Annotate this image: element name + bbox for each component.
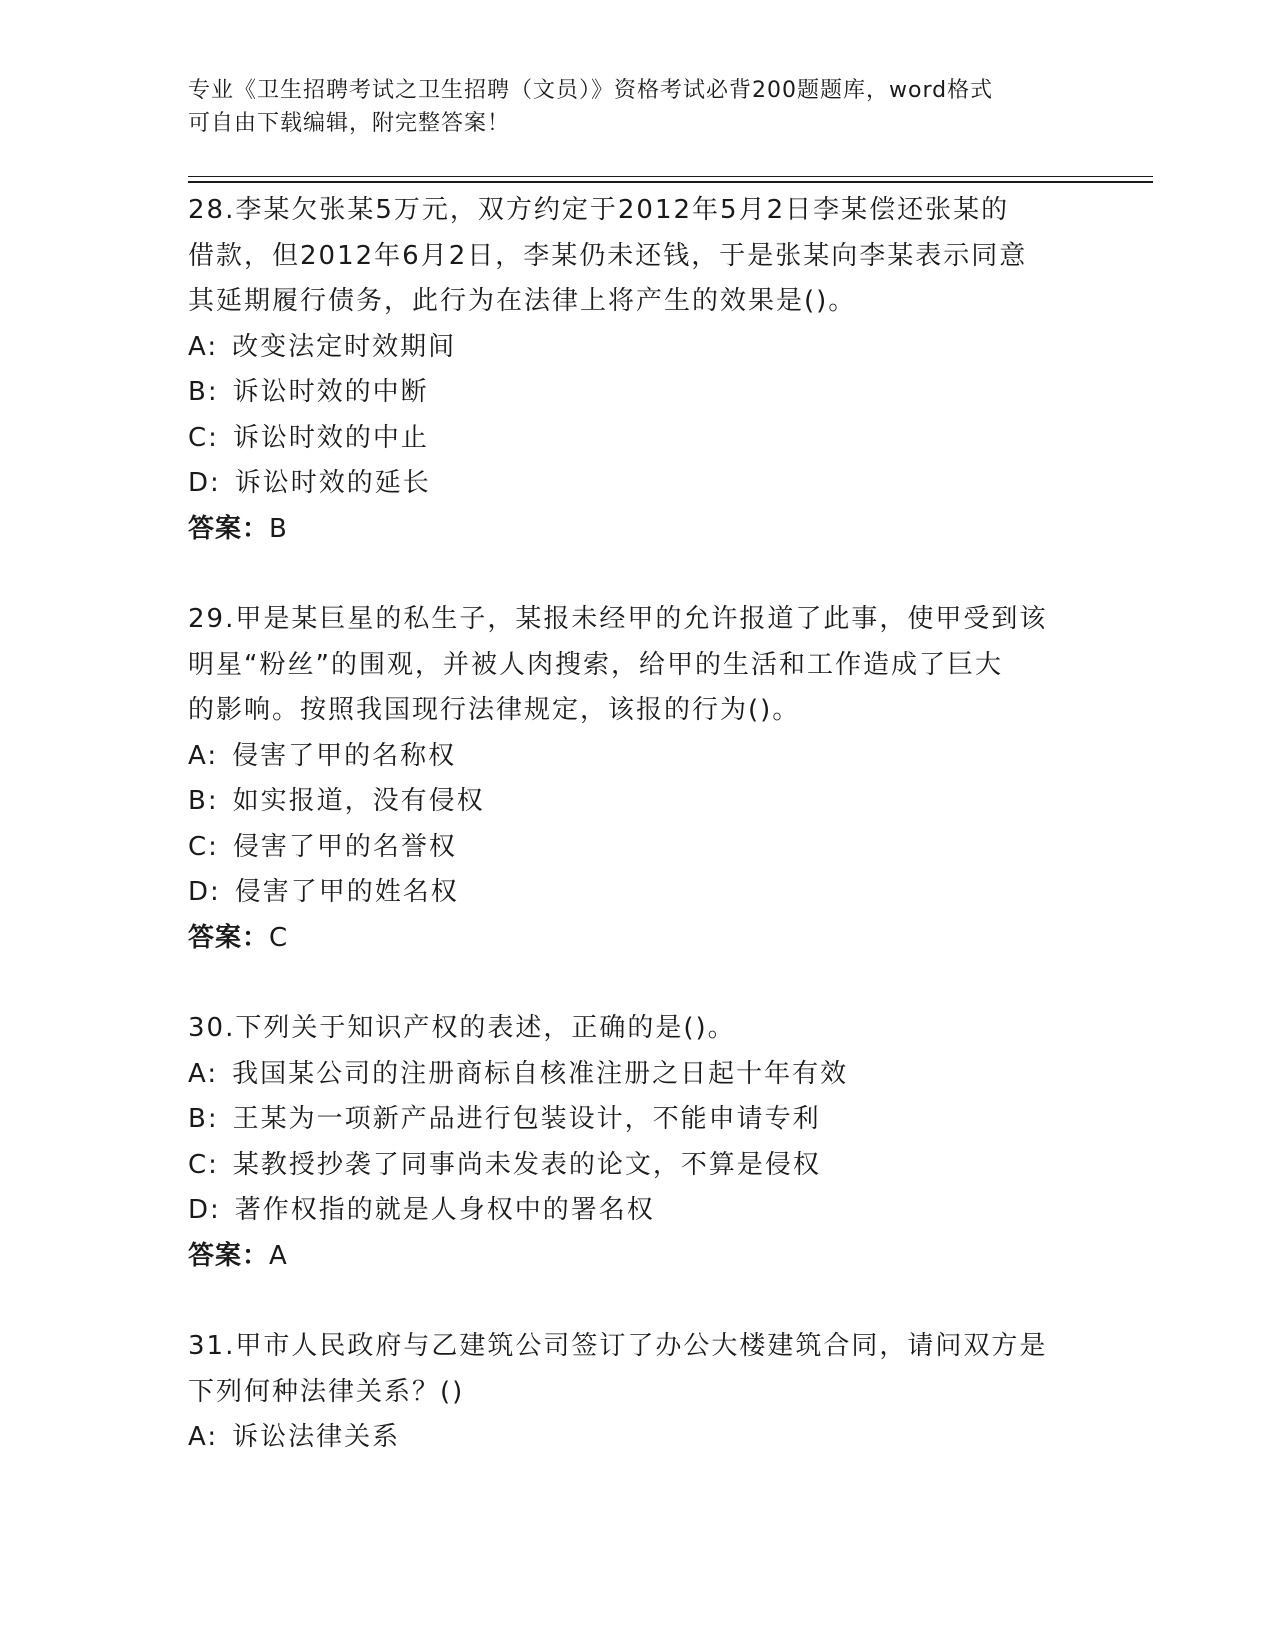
answer-label: 答案：: [188, 1240, 270, 1271]
option-text: 侵害了甲的名称权: [232, 740, 457, 771]
question-stem-line: 明星“粉丝”的围观，并被人肉搜索，给甲的生活和工作造成了巨大: [188, 649, 1003, 680]
answer-line: [188, 916, 1088, 962]
header-line-2: 可自由下载编辑，附完整答案！: [188, 111, 511, 136]
answer-line: [188, 507, 1088, 553]
option-text: 诉讼时效的中止: [232, 422, 429, 453]
option-d: [188, 461, 1088, 507]
option-key: C:: [188, 1149, 219, 1180]
option-key: D:: [188, 468, 221, 498]
answer-value: A: [269, 1240, 288, 1271]
option-text: 诉讼时效的中断: [232, 377, 429, 407]
option-a: [188, 1052, 1088, 1098]
answer-value: B: [269, 513, 288, 544]
option-text: 王某为一项新产品进行包装设计，不能申请专利: [232, 1104, 821, 1134]
question-stem-line: 31.甲市人民政府与乙建筑公司签订了办公大楼建筑合同，请问双方是: [188, 1331, 1048, 1361]
option-key: D:: [188, 877, 221, 907]
option-a: [188, 734, 1088, 780]
option-text: 诉讼时效的延长: [234, 468, 431, 498]
answer-value: C: [269, 922, 289, 953]
question-list: [188, 188, 1088, 1461]
question-28: [188, 188, 1088, 552]
option-text: 侵害了甲的姓名权: [234, 877, 459, 907]
option-d: [188, 870, 1088, 916]
option-key: A:: [188, 1422, 219, 1452]
option-d: [188, 1188, 1088, 1234]
option-b: [188, 370, 1088, 416]
option-a: [188, 1415, 1088, 1461]
option-text: 著作权指的就是人身权中的署名权: [234, 1195, 655, 1225]
option-key: C:: [188, 422, 219, 453]
option-text: 诉讼法律关系: [232, 1422, 401, 1452]
option-b: [188, 1097, 1088, 1143]
document-header: [188, 74, 1088, 140]
question-31: [188, 1324, 1088, 1461]
answer-label: 答案：: [188, 922, 270, 953]
question-stem-line: 其延期履行债务，此行为在法律上将产生的效果是()。: [188, 286, 857, 316]
question-stem-line: 下列何种法律关系？(): [188, 1376, 465, 1407]
answer-line: [188, 1234, 1088, 1280]
option-key: B:: [188, 1104, 219, 1134]
question-stem-line: 借款，但2012年6月2日，李某仍未还钱，于是张某向李某表示同意: [188, 240, 1028, 271]
question-stem-line: 28.李某欠张某5万元，双方约定于2012年5月2日李某偿还张某的: [188, 195, 1010, 225]
option-key: D:: [188, 1195, 221, 1225]
option-c: [188, 416, 1088, 462]
header-rule-thick: [188, 181, 1153, 183]
option-b: [188, 779, 1088, 825]
option-text: 某教授抄袭了同事尚未发表的论文，不算是侵权: [232, 1149, 821, 1180]
option-key: A:: [188, 740, 219, 771]
option-c: [188, 1143, 1088, 1189]
option-text: 如实报道，没有侵权: [232, 786, 485, 816]
question-29: [188, 597, 1088, 961]
option-text: 侵害了甲的名誉权: [232, 831, 457, 862]
option-key: A:: [188, 331, 219, 362]
question-stem-line: 29.甲是某巨星的私生子，某报未经甲的允许报道了此事，使甲受到该: [188, 604, 1048, 634]
header-rule-thin: [188, 176, 1153, 177]
option-text: 改变法定时效期间: [232, 331, 457, 362]
question-stem-line: 的影响。按照我国现行法律规定，该报的行为()。: [188, 695, 801, 725]
option-key: B:: [188, 786, 219, 816]
header-line-1: 专业《卫生招聘考试之卫生招聘（文员）》资格考试必背200题题库，word格式: [188, 78, 994, 103]
option-key: B:: [188, 377, 219, 407]
option-c: [188, 825, 1088, 871]
question-stem-line: 30.下列关于知识产权的表述，正确的是()。: [188, 1013, 736, 1043]
option-text: 我国某公司的注册商标自核准注册之日起十年有效: [232, 1058, 849, 1089]
option-key: C:: [188, 831, 219, 862]
option-key: A:: [188, 1058, 219, 1089]
question-30: [188, 1006, 1088, 1279]
answer-label: 答案：: [188, 513, 270, 544]
option-a: [188, 325, 1088, 371]
